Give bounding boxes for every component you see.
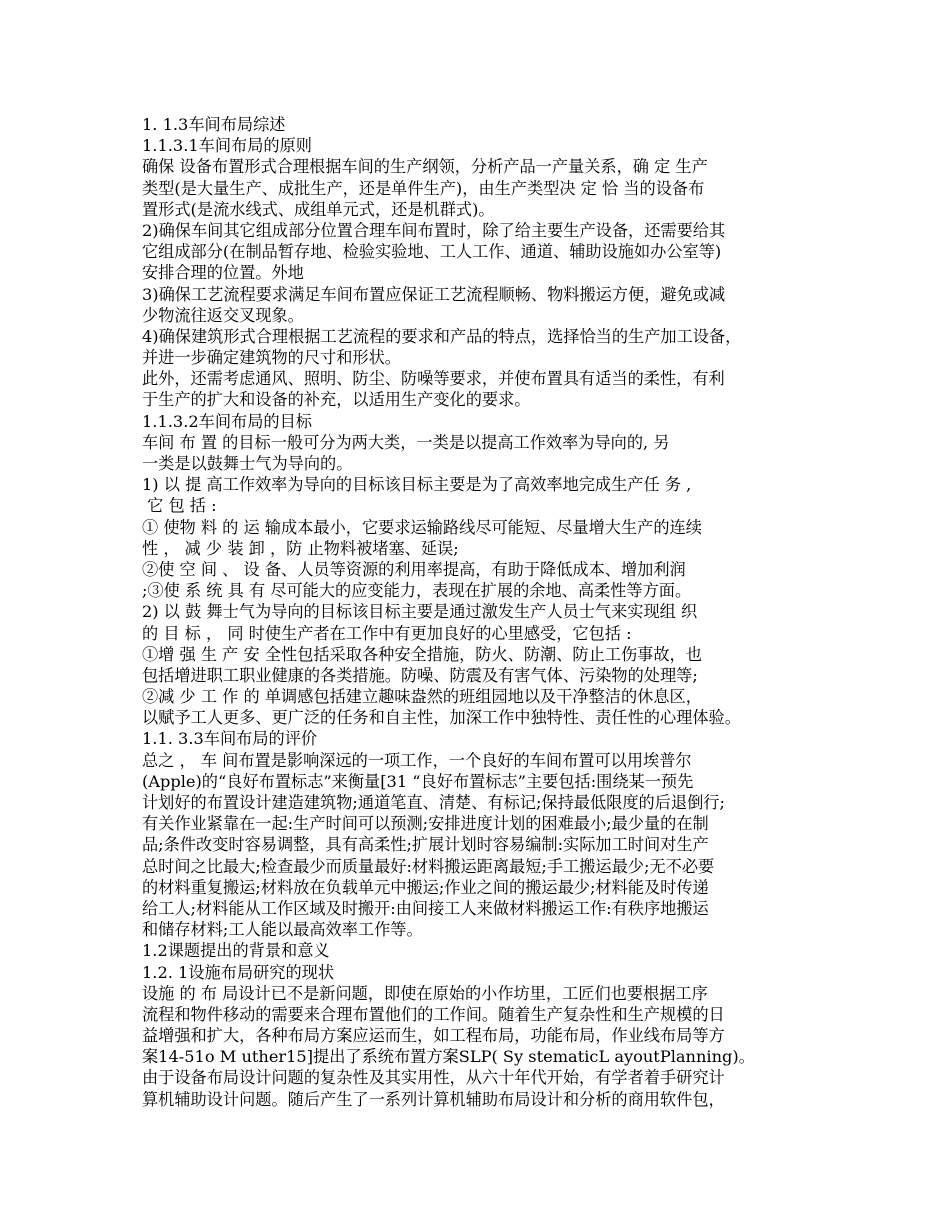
text-line: 的材料重复搬运;材料放在负载单元中搬运;作业之间的搬运最少;材料能及时传递 <box>142 877 709 897</box>
subsection-heading: 1.1.3.2车间布局的目标 <box>142 411 312 431</box>
text-line: (Apple)的“良好布置标志”来衡量[31 “良好布置标志”主要包括:围绕某一预先 <box>142 771 694 791</box>
text-line: 给工人;材料能从工作区域及时搬开:由间接工人来做材料搬运工作:有秩序地搬运 <box>142 898 709 918</box>
text-line: ②减 少 工 作 的 单调感包括建立趣味盎然的班组园地以及干净整洁的休息区， <box>142 687 702 707</box>
text-line: 4)确保建筑形式合理根据工艺流程的要求和产品的特点，选择恰当的生产加工设备， <box>142 326 742 346</box>
text-line: 车间 布 置 的目标一般可分为两大类，一类是以提高工作效率为导向的, 另 <box>142 432 670 452</box>
text-line: 安排合理的位置。外地 <box>142 263 304 283</box>
text-line: 计划好的布置设计建造建筑物;通道笔直、清楚、有标记;保持最低限度的后退倒行; <box>142 793 725 812</box>
text-line: 和储存材料;工人能以最高效率工作等。 <box>142 920 423 940</box>
text-line: 它 包 括 : <box>142 496 217 516</box>
text-line: 此外，还需考虑通风、照明、防尘、防噪等要求，并使布置具有适当的柔性，有利 <box>142 369 725 389</box>
section-heading: 1. 1.3车间布局综述 <box>142 115 286 134</box>
text-line: 类型(是大量生产、成批生产，还是单件生产)，由生产类型决 定 恰 当的设备布 <box>142 178 705 198</box>
text-line: 置形式(是流水线式、成组单元式，还是机群式)。 <box>142 199 495 219</box>
document-body <box>142 114 832 1110</box>
text-line: 少物流往返交叉现象。 <box>142 305 304 325</box>
subsection-heading: 1.1.3.1车间布局的原则 <box>142 136 312 156</box>
text-line: 总之 ， 车 间布置是影响深远的一项工作，一个良好的车间布置可以用埃普尔 <box>142 750 692 770</box>
text-line: 一类是以鼓舞士气为导向的。 <box>142 454 353 473</box>
text-line: 性 ， 减 少 装 卸 ，防 止物料被堵塞、延误; <box>142 538 459 558</box>
text-line: 由于设备布局设计问题的复杂性及其实用性，从六十年代开始，有学者着手研究计 <box>142 1068 725 1088</box>
text-line: 3)确保工艺流程要求满足车间布置应保证工艺流程顺畅、物料搬运方便，避免或减 <box>142 284 726 304</box>
subsection-heading: 1.1. 3.3车间布局的评价 <box>142 729 318 749</box>
text-line: 2) 以 鼓 舞士气为导向的目标该目标主要是通过激发生产人员士气来实现组 织 <box>142 602 698 622</box>
text-line: 它组成部分(在制品暂存地、检验实验地、工人工作、通道、辅助设施如办公室等) <box>142 242 722 262</box>
section-heading: 1.2课题提出的背景和意义 <box>142 941 330 961</box>
text-line: 算机辅助设计问题。随后产生了一系列计算机辅助布局设计和分析的商用软件包， <box>142 1089 725 1109</box>
text-line: 并进一步确定建筑物的尺寸和形状。 <box>142 348 401 368</box>
text-line: ;③使 系 统 具 有 尽可能大的应变能力，表现在扩展的余地、高柔性等方面。 <box>142 581 692 601</box>
text-line: ②使 空 间 、 设 备、人员等资源的利用率提高，有助于降低成本、增加利润 <box>142 559 686 579</box>
text-line: ①增 强 生 产 安 全性包括采取各种安全措施，防火、防潮、防止工伤事故，也 <box>142 644 702 664</box>
text-line: 案14-51o M uther15]提出了系统布置方案SLP( Sy stematicL ayoutPlanning)。 <box>142 1047 755 1067</box>
text-line: 总时间之比最大;检查最少而质量最好:材料搬运距离最短;手工搬运最少;无不必要 <box>142 856 715 876</box>
text-line: ① 使物 料 的 运 输成本最小，它要求运输路线尽可能短、尽量增大生产的连续 <box>142 517 702 537</box>
text-line: 确保 设备布置形式合理根据车间的生产纲领，分析产品一产量关系，确 定 生产 <box>142 157 708 177</box>
text-line: 包括增进职工职业健康的各类措施。防噪、防震及有害气体、污染物的处理等; <box>142 665 698 685</box>
text-line: 流程和物件移动的需要来合理布置他们的工作间。随着生产复杂性和生产规模的日 <box>142 1004 725 1024</box>
text-line: 有关作业紧靠在一起:生产时间可以预测;安排进度计划的困难最小;最少量的在制 <box>142 814 709 834</box>
text-line: 的 目 标 ， 同 时使生产者在工作中有更加良好的心里感受，它包括 : <box>142 623 632 643</box>
subsection-heading: 1.2. 1设施布局研究的现状 <box>142 962 335 982</box>
text-line: 2)确保车间其它组成部分位置合理车间布置时，除了给主要生产设备，还需要给其 <box>142 220 726 240</box>
text-line: 设施 的 布 局设计已不是新问题，即使在原始的小作坊里，工匠们也要根据工序 <box>142 983 708 1003</box>
text-line: 益增强和扩大，各种布局方案应运而生，如工程布局，功能布局，作业线布局等方 <box>142 1026 725 1046</box>
text-line: 1) 以 提 高工作效率为导向的目标该目标主要是为了高效率地完成生产任 务 , <box>142 475 692 495</box>
text-line: 以赋予工人更多、更广泛的任务和自主性，加深工作中独特性、责任性的心理体验。 <box>142 708 741 728</box>
text-line: 于生产的扩大和设备的补充，以适用生产变化的要求。 <box>142 390 531 410</box>
text-line: 品;条件改变时容易调整，具有高柔性;扩展计划时容易编制:实际加工时间对生产 <box>142 835 709 855</box>
